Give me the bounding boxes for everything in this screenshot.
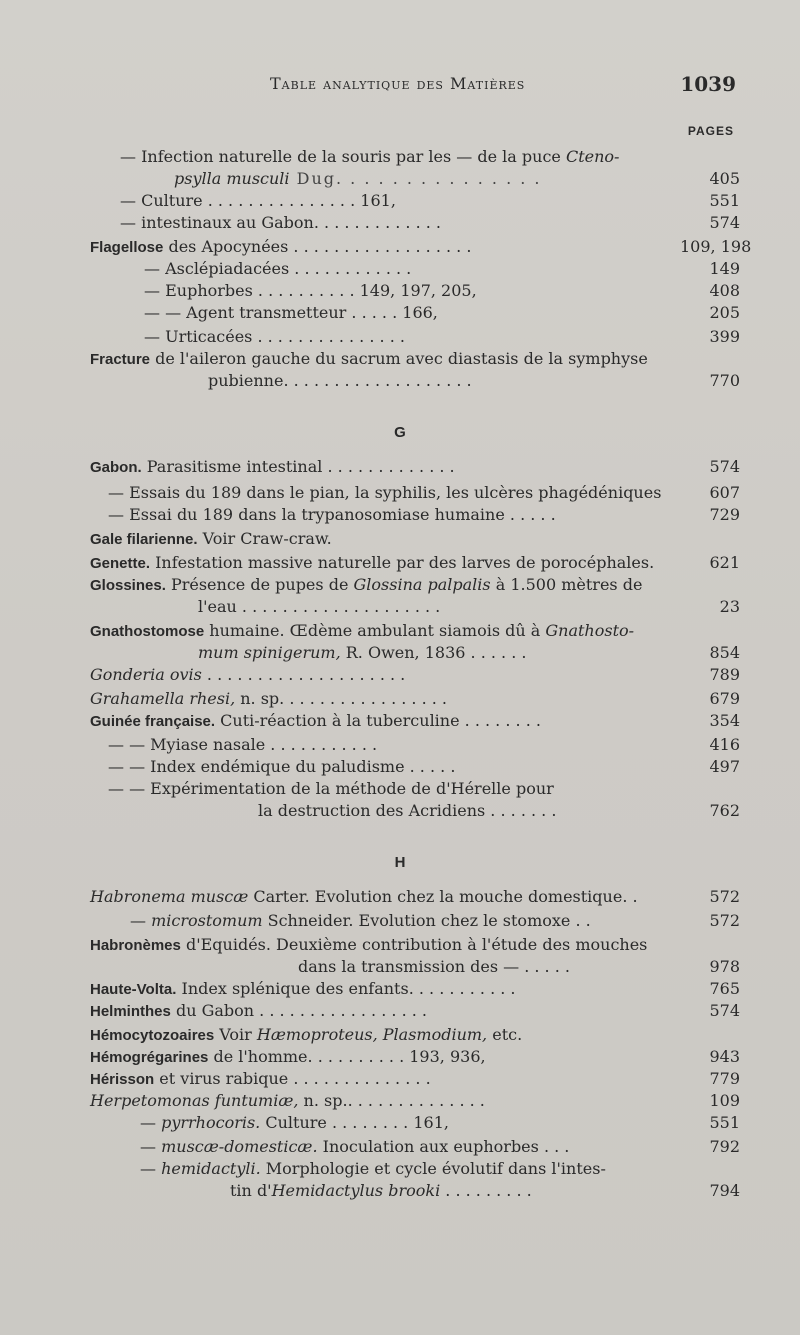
- entry-segment: Index endémique du paludisme . . . . .: [150, 757, 456, 776]
- entry-segment: — —: [108, 779, 151, 798]
- entry-text: [108, 778, 554, 800]
- entry-text: [208, 370, 472, 392]
- entry-text: [108, 756, 455, 778]
- entry-page-reference: 789: [709, 665, 740, 684]
- index-entry-line: [108, 482, 740, 504]
- index-entry-line: [90, 552, 740, 574]
- index-entry-line: [90, 1046, 740, 1068]
- entry-segment: Morphologie et cycle évolutif dans l'intes-: [260, 1159, 606, 1178]
- entry-italic: Habronema muscæ: [90, 887, 249, 906]
- entry-keyword: Fracture: [90, 351, 151, 368]
- entry-page-reference: 572: [709, 887, 740, 906]
- entry-text: [108, 734, 377, 756]
- entry-keyword: Guinée française.: [90, 713, 216, 730]
- entry-segment: Urticacées . . . . . . . . . . . . . . .: [160, 327, 405, 346]
- index-entry-line: [90, 236, 752, 258]
- entry-segment: Cuti-réaction à la tuberculine . . . . . . . .: [215, 711, 541, 730]
- entry-segment: Culture . . . . . . . . . . . . . . . 161,: [141, 191, 396, 210]
- entry-italic: Grahamella rhesi,: [90, 689, 236, 708]
- entry-segment: Culture . . . . . . . . 161,: [260, 1113, 449, 1132]
- entry-italic: microstomum: [151, 911, 263, 930]
- section-letter: G: [394, 424, 406, 441]
- entry-segment: n. sp. . . . . . . . . . . . . . . . .: [235, 689, 448, 708]
- index-entry-line: [90, 978, 740, 1000]
- entry-page-reference: 109, 198: [680, 237, 752, 256]
- entry-segment: —: [144, 303, 160, 322]
- index-entry-line: [90, 1000, 740, 1022]
- index-entry-line: [140, 1158, 606, 1180]
- entry-segment: Myiase nasale . . . . . . . . . . .: [150, 735, 378, 754]
- entry-text: [90, 710, 541, 733]
- entry-page-reference: 551: [709, 1113, 740, 1132]
- entry-page-reference: 574: [709, 213, 740, 232]
- index-entry-line: [120, 212, 740, 234]
- entry-keyword: Gabon.: [90, 459, 142, 476]
- index-entry-line: [90, 1090, 740, 1112]
- entry-segment: Expérimentation de la méthode de d'Hérelle pour: [150, 779, 554, 798]
- entry-segment: —: [130, 911, 152, 930]
- entry-segment: — —: [108, 757, 151, 776]
- entry-segment: — Agent transmetteur . . . . . 166,: [160, 303, 438, 322]
- index-entry-line: [144, 326, 740, 348]
- page-header: [0, 74, 800, 104]
- entry-segment: — —: [108, 735, 151, 754]
- entry-text: [140, 1112, 449, 1134]
- entry-keyword: Helminthes: [90, 1003, 171, 1020]
- entry-text: [144, 326, 405, 348]
- entry-segment: d'Equidés. Deuxième contribution à l'étude des mouches: [180, 935, 648, 954]
- entry-segment: Index splénique des enfants. . . . . . . . . . .: [176, 979, 516, 998]
- entry-page-reference: 794: [709, 1181, 740, 1200]
- entry-page-reference: 574: [709, 457, 740, 476]
- entry-segment: intestinaux au Gabon. . . . . . . . . . . . .: [141, 213, 442, 232]
- entry-text: [90, 886, 638, 908]
- entry-page-reference: 572: [709, 911, 740, 930]
- entry-keyword: Gale filarienne.: [90, 531, 198, 548]
- entry-segment: du Gabon . . . . . . . . . . . . . . . . .: [170, 1001, 427, 1020]
- entry-italic: Herpetomonas funtumiæ,: [90, 1091, 299, 1110]
- entry-segment: —: [120, 213, 142, 232]
- entry-page-reference: 354: [709, 711, 740, 730]
- entry-text: [198, 596, 440, 618]
- entry-text: [90, 552, 654, 575]
- entry-page-reference: 109: [709, 1091, 740, 1110]
- entry-text: [140, 1158, 606, 1180]
- entry-segment: —: [140, 1159, 162, 1178]
- entry-segment: —: [144, 281, 160, 300]
- entry-segment: dans la transmission des — . . . . .: [298, 957, 570, 976]
- entry-italic: Glossina palpalis: [353, 575, 491, 594]
- entry-text: [144, 258, 411, 280]
- entry-segment: et virus rabique . . . . . . . . . . . . . .: [154, 1069, 431, 1088]
- entry-segment: Euphorbes . . . . . . . . . . 149, 197, 205,: [160, 281, 477, 300]
- entry-page-reference: 679: [709, 689, 740, 708]
- entry-text: [90, 1000, 427, 1023]
- entry-segment: etc.: [487, 1025, 523, 1044]
- entry-text: [90, 456, 455, 479]
- index-entry-line: [174, 168, 740, 190]
- entry-keyword: Genette.: [90, 555, 151, 572]
- entry-text: [174, 168, 542, 190]
- page-title: Table analytique des Matières: [270, 74, 526, 93]
- index-entry-line: [108, 734, 740, 756]
- entry-segment: Schneider. Evolution chez le stomoxe . .: [262, 911, 591, 930]
- entry-page-reference: 770: [709, 371, 740, 390]
- index-entry-line: [130, 910, 740, 932]
- entry-page-reference: 792: [709, 1137, 740, 1156]
- index-entry-line: [144, 280, 740, 302]
- entry-keyword: Habronèmes: [90, 937, 181, 954]
- entry-page-reference: 978: [709, 957, 740, 976]
- entry-page-reference: 729: [709, 505, 740, 524]
- entry-italic: mum spinigerum,: [198, 643, 341, 662]
- entry-segment: . . . . . . . . . . . . . . . . . . . .: [201, 665, 406, 684]
- entry-keyword: Flagellose: [90, 239, 164, 256]
- pages-column-label: PAGES: [687, 124, 734, 138]
- entry-segment: tin d': [230, 1181, 272, 1200]
- index-entry-line: [90, 528, 332, 550]
- index-entry-line: [90, 456, 740, 478]
- entry-segment: de l'homme. . . . . . . . . . 193, 936,: [208, 1047, 486, 1066]
- index-entry-line: [298, 956, 740, 978]
- entry-keyword: Haute-Volta.: [90, 981, 177, 998]
- entry-page-reference: 765: [709, 979, 740, 998]
- entry-segment: —: [108, 505, 130, 524]
- entry-text: [90, 1046, 486, 1069]
- entry-segment: Présence de pupes de: [165, 575, 354, 594]
- entry-segment: —: [140, 1113, 162, 1132]
- entry-text: [198, 642, 526, 664]
- entry-page-reference: 497: [709, 757, 740, 776]
- entry-page-reference: 621: [709, 553, 740, 572]
- entry-segment: —: [108, 483, 130, 502]
- index-entry-line: [108, 756, 740, 778]
- entry-italic: Gonderia ovis: [90, 665, 202, 684]
- entry-text: [90, 1024, 522, 1047]
- entry-text: [120, 212, 441, 234]
- entry-text: [130, 910, 591, 932]
- entry-page-reference: 607: [709, 483, 740, 502]
- index-entry-line: [144, 258, 740, 280]
- entry-segment: n. sp.. . . . . . . . . . . . . .: [298, 1091, 485, 1110]
- entry-segment: Infestation massive naturelle par des larves de porocéphales.: [150, 553, 655, 572]
- index-entry-line: [90, 886, 740, 908]
- entry-segment: Asclépiadacées . . . . . . . . . . . .: [160, 259, 412, 278]
- index-entry-line: [90, 1068, 740, 1090]
- index-entry-line: [258, 800, 740, 822]
- entry-text: [258, 800, 556, 822]
- index-entry-line: [90, 688, 740, 710]
- entry-page-reference: 762: [709, 801, 740, 820]
- entry-text: [90, 528, 332, 551]
- index-entry-line: [208, 370, 740, 392]
- index-entry-line: [120, 190, 740, 212]
- page-number: 1039: [680, 72, 736, 96]
- index-entry-line: [108, 778, 554, 800]
- entry-page-reference: 943: [709, 1047, 740, 1066]
- entry-page-reference: 205: [709, 303, 740, 322]
- entry-text: [140, 1136, 569, 1158]
- entry-italic: pyrrhocoris.: [161, 1113, 261, 1132]
- entry-segment: —: [144, 259, 160, 278]
- entry-page-reference: 416: [709, 735, 740, 754]
- entry-page-reference: 23: [719, 597, 740, 616]
- entry-segment: —: [144, 327, 160, 346]
- entry-text: [298, 956, 570, 978]
- entry-segment: Carter. Evolution chez la mouche domestique. .: [248, 887, 638, 906]
- entry-page-reference: 574: [709, 1001, 740, 1020]
- entry-page-reference: 399: [709, 327, 740, 346]
- entry-keyword: Hémocytozoaires: [90, 1027, 215, 1044]
- entry-segment: de l'aileron gauche du sacrum avec diastasis de la symphyse: [150, 349, 648, 368]
- entry-text: [90, 1068, 431, 1091]
- entry-italic: Cteno-: [565, 147, 620, 166]
- entry-text: [90, 978, 516, 1001]
- entry-segment: la destruction des Acridiens . . . . . . .: [258, 801, 557, 820]
- entry-segment: Infection naturelle de la souris par les — de la puce: [141, 147, 566, 166]
- entry-segment: —: [120, 147, 142, 166]
- index-entry-line: [90, 620, 634, 642]
- entry-italic: muscæ-domesticæ.: [161, 1137, 318, 1156]
- entry-segment: Essais du 189 dans le pian, la syphilis, les ulcères phagédéniques: [129, 483, 662, 502]
- index-entry-line: [140, 1136, 740, 1158]
- index-entry-line: [144, 302, 740, 324]
- entry-segment: des Apocynées . . . . . . . . . . . . . . . . . .: [163, 237, 472, 256]
- index-entry-line: [120, 146, 619, 168]
- entry-segment: R. Owen, 1836 . . . . . .: [340, 643, 527, 662]
- entry-italic: Hemidactylus brooki: [271, 1181, 441, 1200]
- entry-text: [120, 146, 619, 168]
- index-entry-line: [90, 710, 740, 732]
- entry-text: [144, 280, 477, 302]
- entry-text: [90, 1090, 485, 1112]
- entry-segment: . . . . . . . . .: [440, 1181, 532, 1200]
- entry-page-reference: 405: [709, 169, 740, 188]
- entry-page-reference: 779: [709, 1069, 740, 1088]
- index-entry-line: [90, 934, 647, 956]
- entry-keyword: Gnathostomose: [90, 623, 205, 640]
- entry-segment: Inoculation aux euphorbes . . .: [317, 1137, 570, 1156]
- entry-page-reference: 149: [709, 259, 740, 278]
- entry-page-reference: 408: [709, 281, 740, 300]
- entry-segment: —: [120, 191, 142, 210]
- entry-italic: Hæmoproteus, Plasmodium,: [256, 1025, 488, 1044]
- entry-text: [90, 574, 642, 597]
- entry-italic: Gnathosto-: [545, 621, 635, 640]
- index-entry-line: [230, 1180, 740, 1202]
- entry-segment: Essai du 189 dans la trypanosomiase humaine . . . . .: [129, 505, 556, 524]
- section-letter: H: [394, 854, 406, 871]
- index-entry-line: [108, 504, 740, 526]
- index-entry-line: [90, 574, 642, 596]
- index-entry-line: [198, 596, 740, 618]
- entry-segment: l'eau . . . . . . . . . . . . . . . . . . . .: [198, 597, 441, 616]
- index-entry-line: [90, 1024, 522, 1046]
- entry-text: [90, 236, 471, 259]
- entry-text: [90, 934, 647, 957]
- entry-text: [90, 688, 447, 710]
- entry-page-reference: 854: [709, 643, 740, 662]
- entry-text: [120, 190, 396, 212]
- entry-text: [144, 302, 438, 324]
- entry-text: [108, 504, 556, 526]
- entry-segment: Parasitisme intestinal . . . . . . . . . . . . .: [141, 457, 455, 476]
- entry-segment: pubienne. . . . . . . . . . . . . . . . . . .: [208, 371, 472, 390]
- entry-segment: humaine. Œdème ambulant siamois dû à: [204, 621, 546, 640]
- entry-segment: Voir: [214, 1025, 257, 1044]
- entry-text: [90, 664, 405, 686]
- entry-italic: psylla musculi: [174, 169, 290, 188]
- entry-text: [90, 620, 634, 643]
- entry-page-reference: 551: [709, 191, 740, 210]
- index-entry-line: [198, 642, 740, 664]
- entry-segment: à 1.500 mètres de: [490, 575, 643, 594]
- entry-keyword: Hérisson: [90, 1071, 155, 1088]
- entry-segment: Voir Craw-craw.: [197, 529, 332, 548]
- entry-keyword: Hémogrégarines: [90, 1049, 209, 1066]
- index-entry-line: [90, 348, 648, 370]
- entry-keyword: Glossines.: [90, 577, 166, 594]
- entry-italic: hemidactyli.: [161, 1159, 261, 1178]
- index-entry-line: [90, 664, 740, 686]
- entry-segment: —: [140, 1137, 162, 1156]
- entry-text: [230, 1180, 532, 1202]
- entry-text: [90, 348, 648, 371]
- entry-segment: Dug. . . . . . . . . . . . . . .: [289, 169, 542, 188]
- index-entry-line: [140, 1112, 740, 1134]
- entry-text: [108, 482, 661, 504]
